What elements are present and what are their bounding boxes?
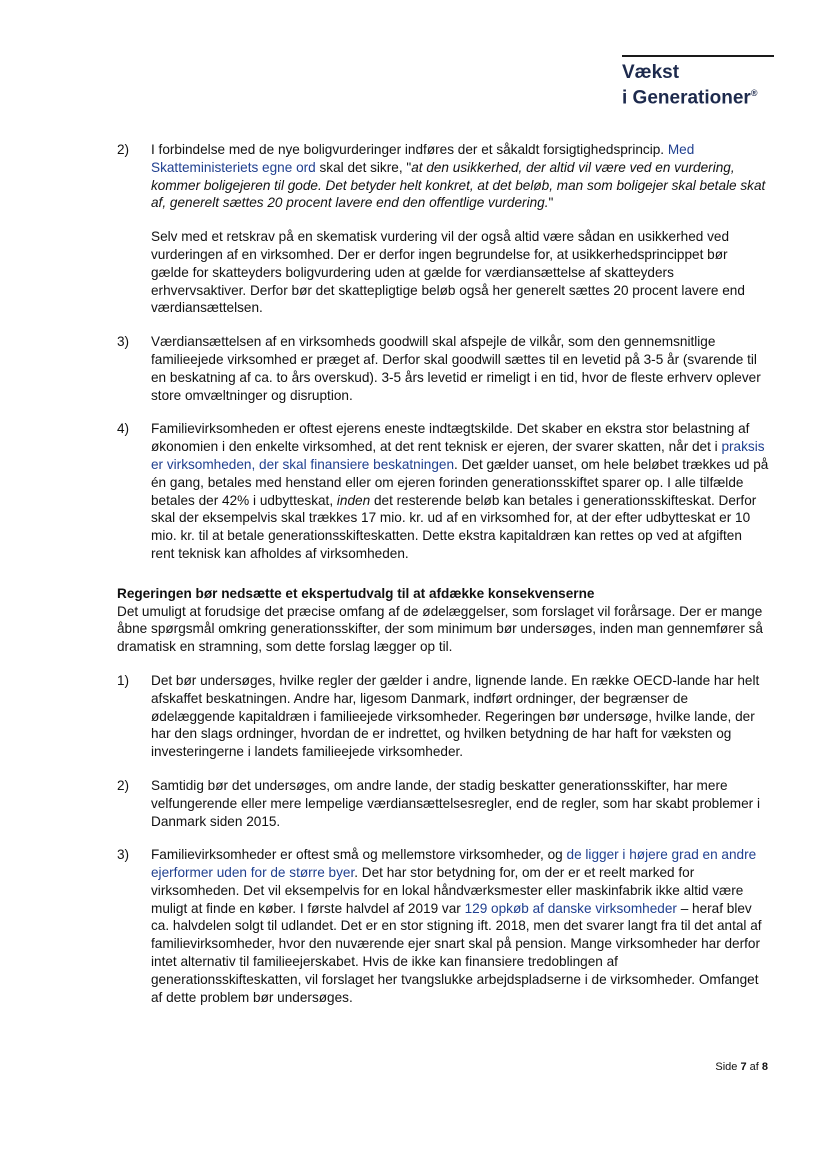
text-run: Familievirksomheder er oftest små og mellemstore virksomheder, og [151,847,567,863]
document-body [117,141,769,1022]
paragraph [151,141,769,212]
section-intro: Det umuligt at forudsige det præcise omfang af de ødelæggelser, som forslaget vil forårsage. Der er mange åbne spørgsmål omkring generationsskifter, der som minimum bør undersøges, inden man gennemfører så dramatisk en stramning, som dette forslag lægger op til. [117,603,763,655]
list-item-body [151,846,769,1006]
list-item-number: 3) [117,847,130,863]
section-heading: Regeringen bør nedsætte et ekspertudvalg til at afdække konsekvenserne [117,585,595,601]
logo-line-2-text: i Generationer [622,87,751,109]
text-run: det resterende beløb kan betales i generationsskifteskat. Derfor skal der eksempelvis skal trækkes 17 mio. kr. ud af en virksomhed for, at der efter udbytteskat er 10 mio. kr. til at betale generationsskifteskatten. Dette ekstra kapitaldræn kan rettes op ved at afgiften rent teknisk kan afholdes af virksomheden. [151,492,757,561]
footer-page-total: 8 [761,1061,768,1073]
paragraph [151,333,769,404]
inline-link[interactable]: Med Skatteministeriets egne ord [151,142,695,175]
list-item [117,141,769,317]
inline-link[interactable]: praksis er virksomheden, der skal finansiere beskatningen [151,439,765,472]
text-run: . Det har stor betydning for, om der er et reelt marked for virksomheden. Det vil eksempelvis for en lokal håndværksmester eller maskinfabrik ikke altid være muligt at finde en køber. I første halvdel af 2019 var [151,865,744,916]
logo-line-2 [622,83,772,108]
text-run: Det bør undersøges, hvilke regler der gælder i andre, lignende lande. En række OECD-lande har helt afskaffet beskatningen. Andre har, ligesom Danmark, indført ordninger, der begrænser de ødelæggende kapitaldræn i familieejede virksomheder. Regeringen bør undersøge, hvilke lande, der har den slags ordninger, hvordan de er indrettet, og hvilken betydning de har haft for væksten og investeringerne i landets familieejede virksomheder. [151,672,760,760]
text-run: Værdiansættelsen af en virksomheds goodwill skal afspejle de vilkår, som den gennemsnitlige familieejede virksomhed er præget af. Derfor skal goodwill sættes til en levetid på 3-5 år (svarende til en beskatning af ca. to års overskud). 3-5 års levetid er rimeligt i en tid, hvor de fleste erhverv oplever store omvæltninger og disruption. [151,334,761,403]
list-item [117,333,769,404]
text-run: – heraf blev ca. halvdelen solgt til udlandet. Det er en stor stigning ift. 2018, men det svarer langt fra til det antal af familievirksomheder, hvor den nuværende ejer snart skal på pension. Mange virksomheder har derfor intet alternativ til familieejerskabet. Hvis de ikke kan finansiere tredoblingen af generationsskifteskatten, vil forslaget her tvangslukke arbejdspladserne i de virksomheder. Omfanget af dette problem bør undersøges. [151,900,762,1005]
text-run: . Det gælder uanset, om hele beløbet trækkes ud på én gang, betales med henstand eller om ejeren forinden generationsskiftet sparer op. I alle tilfælde betales der 42% i udbytteskat, [151,456,769,508]
list-item-number: 4) [117,421,130,437]
text-run: inden [336,492,371,508]
text-run: Selv med et retskrav på en skematisk vurdering vil der også altid være sådan en usikkerhed ved vurderingen af en virksomhed. Der er derfor ingen begrundelse for, at usikkerhedsprincippet bør gælde for skatteyders boligvurdering uden at gælde for værdiansættelse af skatteyders erhvervsaktiver. Derfor bør det skattepligtige beløb også her generelt sættes 20 procent lavere end værdiansættelsen. [151,229,745,316]
text-run: skal det sikre, " [315,159,412,175]
paragraph [151,228,769,317]
list-item-body [151,777,769,830]
footer-page-number: 7 [740,1061,747,1073]
list-item-number: 3) [117,334,130,350]
logo [622,62,772,108]
list-item-number: 2) [117,777,130,793]
text-run: I forbindelse med de nye boligvurderinger indføres der et såkaldt forsigtighedsprincip. [151,142,668,157]
list-item-number: 1) [117,672,130,688]
list-item-body [151,420,769,562]
list-item [117,672,769,761]
list-item-number: 2) [117,142,130,157]
text-run: Samtidig bør det undersøges, om andre lande, der stadig beskatter generationsskifter, har mere velfungerende eller mere lempelige værdiansættelsesregler, end de regler, som har skabt problemer i Danmark siden 2015. [151,777,761,829]
text-run: " [548,195,554,211]
inline-link[interactable]: 129 opkøb af danske virksomheder [464,900,677,916]
numbered-list-b [117,672,769,1007]
list-item [117,420,769,562]
inline-link[interactable]: de ligger i højere grad en andre ejerformer uden for de større byer [151,847,757,881]
list-item [117,846,769,1006]
page-footer [715,1059,768,1077]
list-item-body [151,141,769,317]
logo-line-1: Vækst [622,62,680,83]
footer-prefix: Side [715,1061,741,1073]
paragraph [151,420,769,562]
footer-of: af [746,1061,762,1073]
paragraph [151,672,769,761]
paragraph [151,777,769,830]
list-item-body [151,672,769,761]
list-item-body [151,333,769,404]
numbered-list-a [117,141,769,563]
paragraph [151,846,769,1006]
text-run: at den usikkerhed, der altid vil være ved en vurdering, kommer boligejeren til gode. Det betyder helt konkret, at det beløb, man som boligejer skal betale skat af, generelt sættes 20 procent lavere end den offentlige vurdering. [151,159,766,211]
list-item [117,777,769,830]
text-run: Familievirksomheden er oftest ejerens eneste indtægtskilde. Det skaber en ekstra stor belastning af økonomien i den enkelte virksomhed, at det rent teknisk er ejeren, der svarer skatten, når det i [151,421,750,455]
logo-rule [622,55,774,57]
registered-mark: ® [750,88,758,98]
